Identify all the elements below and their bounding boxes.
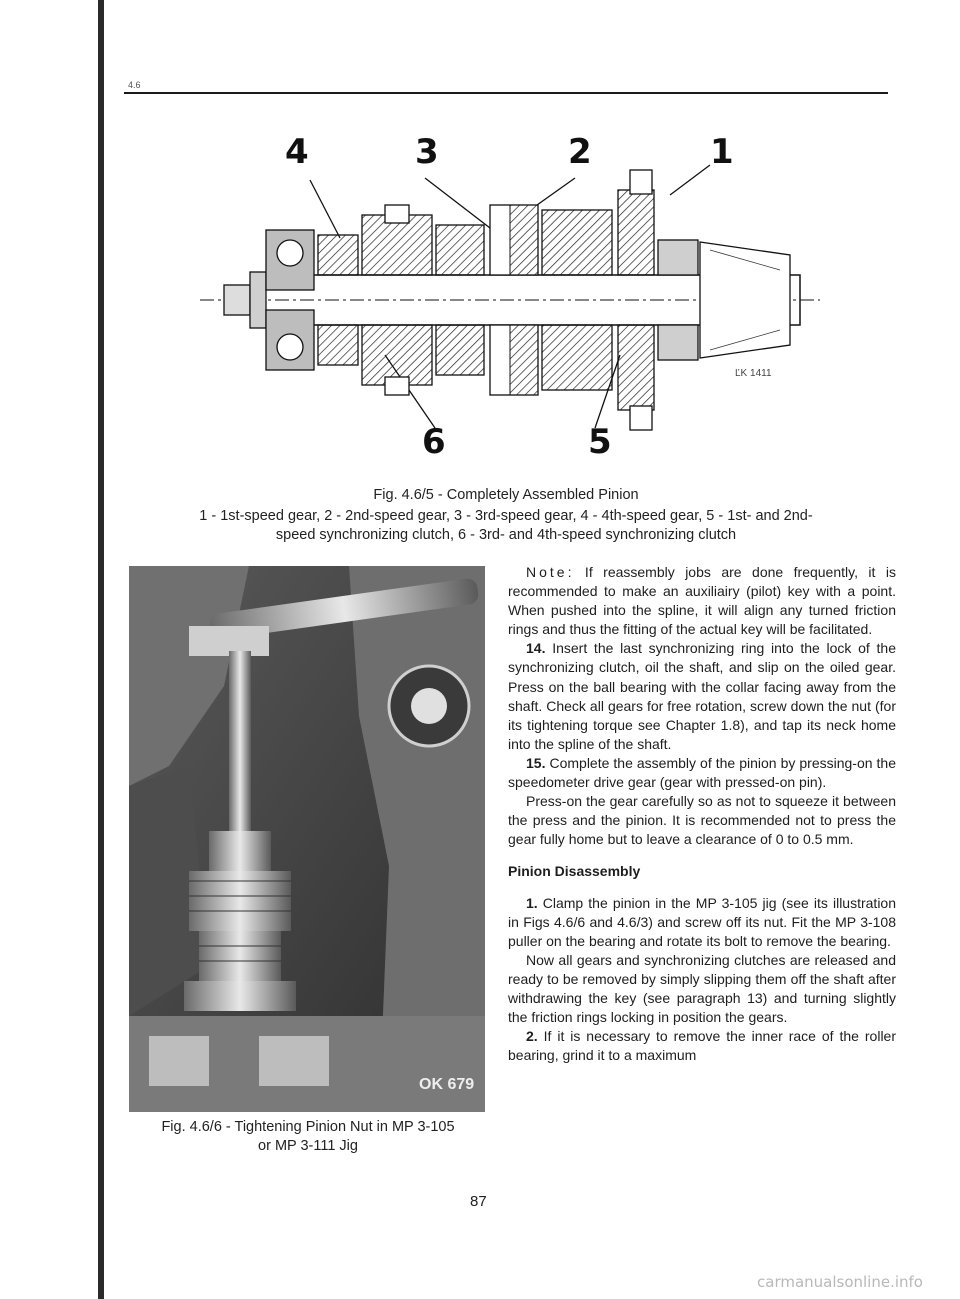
section-heading: Pinion Disassembly xyxy=(508,863,641,880)
pinion-cross-section-figure xyxy=(190,110,830,470)
photo-code: OK 679 xyxy=(419,1076,475,1093)
disassembly-step-1-number: 1. xyxy=(526,894,538,911)
figure-legend xyxy=(124,507,888,545)
step-15-paragraph xyxy=(508,754,896,792)
photo-caption xyxy=(130,1118,486,1156)
photo-illustration xyxy=(129,566,485,1112)
callout-3: 3 xyxy=(415,132,439,172)
callout-5: 5 xyxy=(588,422,612,462)
body-text-column xyxy=(508,563,896,1065)
callout-1: 1 xyxy=(710,132,734,172)
note-label: Note: xyxy=(526,564,575,580)
step-14-text: Insert the last synchronizing ring into the lock of the synchronizing clutch, oil the shaft, and slip on the oiled gear. Press on the ball bearing with the collar facing away from the shaft. Check all gears for free rotation, screw down the nut (for its tightening torque see Chapter 1.8), and tap its neck home into the spline of the shaft. xyxy=(508,640,896,752)
workshop-photo xyxy=(129,566,485,1112)
callout-6: 6 xyxy=(422,422,446,462)
step-15-number: 15. xyxy=(526,754,546,771)
drawing-code: ĽK 1411 xyxy=(735,368,772,379)
step-14-number: 14. xyxy=(526,640,546,657)
note-paragraph xyxy=(508,563,896,639)
step-15-text: Complete the assembly of the pinion by pressing-on the speedometer drive gear (gear with pressed-on pin). xyxy=(508,754,896,791)
release-paragraph: Now all gears and synchronizing clutches are released and ready to be removed by simply slipping them off the shaft after withdrawing the key (see paragraph 13) and turning slightly the friction rings locking in position the gears. xyxy=(508,951,896,1026)
press-paragraph: Press-on the gear carefully so as not to squeeze it between the press and the pinion. It is recommended not to press the gear fully home but to leave a clearance of 0 to 0.5 mm. xyxy=(508,793,896,848)
figure-title: Fig. 4.6/5 - Completely Assembled Pinion xyxy=(373,487,639,503)
disassembly-step-2-number: 2. xyxy=(526,1028,538,1045)
book-spine-shadow xyxy=(0,0,104,1299)
disassembly-step-1-paragraph xyxy=(508,894,896,951)
photo-caption-line-1: Fig. 4.6/6 - Tightening Pinion Nut in MP 3-105 xyxy=(161,1119,455,1135)
figure-legend-line-1: 1 - 1st-speed gear, 2 - 2nd-speed gear, 3 - 3rd-speed gear, 4 - 4th-speed gear, 5 - 1st- and 2nd- xyxy=(199,508,813,524)
disassembly-step-1-text: Clamp the pinion in the MP 3-105 jig (see its illustration in Figs 4.6/6 and 4.6/3) and screw off its nut. Fit the MP 3-108 puller on the bearing and rotate its bolt to remove the bearing. xyxy=(508,894,896,949)
photo-caption-line-2: or MP 3-111 Jig xyxy=(258,1138,358,1154)
page-number: 87 xyxy=(470,1193,487,1210)
site-watermark: carmanualsonline.info xyxy=(757,1273,923,1291)
callout-2: 2 xyxy=(568,132,592,172)
callout-4: 4 xyxy=(285,132,309,172)
note-text: If reassembly jobs are done frequently, it is recommended to make an auxiliairy (pilot) key with a point. When pushed into the spline, it will align any turned friction rings and thus the fitting of the actual key will be facilitated. xyxy=(508,564,896,638)
disassembly-step-2-text: If it is necessary to remove the inner race of the roller bearing, grind it to a maximum xyxy=(508,1028,896,1064)
step-14-paragraph xyxy=(508,639,896,754)
disassembly-step-2-paragraph xyxy=(508,1027,896,1065)
section-code: 4.6 xyxy=(128,80,141,90)
header-rule xyxy=(124,92,888,94)
figure-legend-line-2: speed synchronizing clutch, 6 - 3rd- and 4th-speed synchronizing clutch xyxy=(275,527,737,543)
